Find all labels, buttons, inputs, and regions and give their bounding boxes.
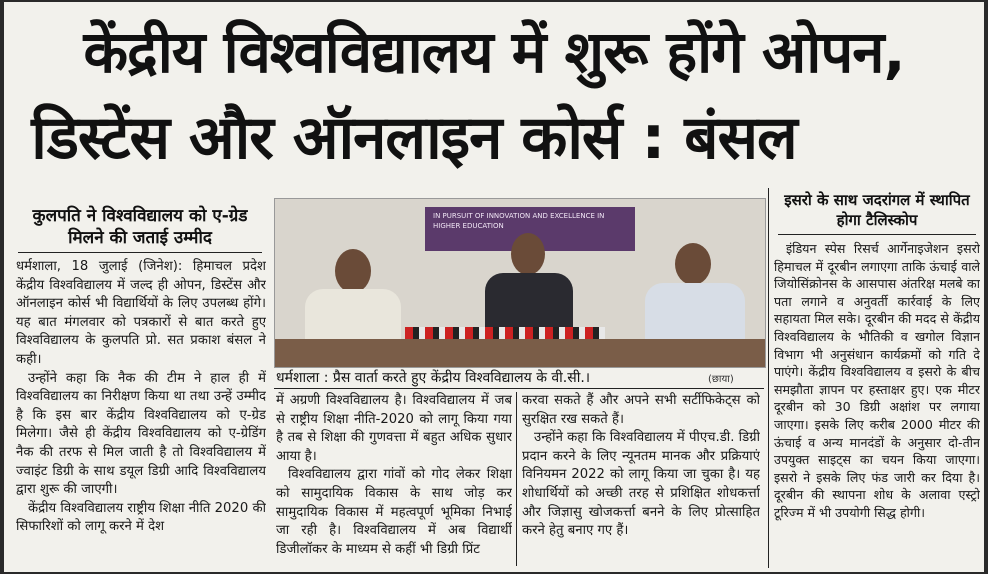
left-paragraph-1: धर्मशाला, 18 जुलाई (जिनेश): हिमाचल प्रदेश केंद्रीय विश्वविद्यालय में जल्द ही ओपन, डिस्टेंस और ऑनलाइन कोर्स भी विद्यार्थियों के लिए उपलब्ध होंगे। यह बात मंगलवार को पत्रकारों से बात करते हुए विश्वविद्यालय के कुलपति प्रो. सत प्रकाश बंसल ने कही। [16,259,266,367]
middle-column-1 [276,392,512,568]
column-divider [516,392,517,566]
right-article-body [774,240,980,570]
column-divider [768,188,769,568]
backdrop-banner: IN PURSUIT OF INNOVATION AND EXCELLENCE IN HIGHER EDUCATION [425,207,635,251]
press-conference-photo [274,198,766,368]
left-subhead: कुलपति ने विश्वविद्यालय को ए-ग्रेड मिलने की जताई उम्मीद [32,206,248,248]
middle-paragraph-1: में अग्रणी विश्वविद्यालय है। विश्वविद्यालय में जब से राष्ट्रीय शिक्षा नीति-2020 को लागू किया गया है तब से शिक्षा की गुणवत्ता में बहुत अधिक सुधार आया है। [276,393,512,464]
divider [18,252,262,253]
middle-paragraph-4: उन्होंने कहा कि विश्वविद्यालय में पीएच.डी. डिग्री प्रदान करने के लिए न्यूनतम मानक और प्रक्रियाएं विनियमन 2022 को लागू किया जा चुका है। यह शोधार्थियों को अच्छी तरह से प्रशिक्षित शोधकर्त्ता और जिज्ञासु खोजकर्त्ता बनने के लिए प्रोत्साहित करने हेतु बनाए गए हैं। [522,430,760,539]
right-subhead: इसरो के साथ जदरांगल में स्थापित होगा टैलिस्कोप [784,191,970,229]
divider [778,234,976,235]
newspaper-clipping [4,2,984,572]
middle-paragraph-3: करवा सकते हैं और अपने सभी सर्टीफिकेट्स को सुरक्षित रख सकते हैं। [522,393,760,427]
middle-column-2 [522,392,760,568]
right-paragraph-1: इंडियन स्पेस रिसर्च आर्गेनाइजेशन इसरो हिमाचल में दूरबीन लगाएगा ताकि ऊंचाई वाले जियोसिंक्रोनस के आसपास अंतरिक्ष मलबे का पता लगाने व अनुवर्ती कार्रवाई के लिए सहायता मिल सके। दूरबीन की मदद से केंद्रीय विश्वविद्यालय के भौतिकी व खगोल विज्ञान विभाग भी अनुसंधान कार्यक्रमों को गति दे पाएंगे। केंद्रीय विश्वविद्यालय व इसरो के बीच समझौता ज्ञापन पर हस्ताक्षर हुए। एक मीटर दूरबीन को 30 डिग्री अक्षांश पर लगाया जाएगा। इसके लिए करीब 2000 मीटर की ऊंचाई व अन्य मानदंडों के अनुसार दो-तीन उपयुक्त साइट्स का चयन किया जाएगा। इसरो ने इसके लिए फंड जारी कर दिया है। दूरबीन की स्थापना शोध के अलावा एस्ट्रो टूरिज्म में भी उपयोगी सिद्ध होगी। [774,241,980,520]
headline-line-2: डिस्टेंस और ऑनलाइन कोर्स : बंसल [31,103,797,173]
divider [274,388,764,389]
photo-credit: (छाया) [708,374,734,385]
middle-paragraph-2: विश्वविद्यालय द्वारा गांवों को गोद लेकर शिक्षा को सामुदायिक विकास के साथ जोड़ कर सामुदायिक विकास में महत्वपूर्ण भूमिका निभाई जा रही है। विश्वविद्यालय में अब विद्यार्थी डिजीलॉकर के माध्यम से कहीं भी डिग्री प्रिंट [276,467,512,557]
headline-line-1: केंद्रीय विश्वविद्यालय में शुरू होंगे ओपन, [83,18,905,86]
table [275,339,765,367]
left-paragraph-2: उन्होंने कहा कि नैक की टीम ने हाल ही में विश्वविद्यालय का निरीक्षण किया था तथा उन्हें उम्मीद है कि इस बार केंद्रीय विश्वविद्यालय को ए-ग्रेड मिलेगा। जैसे ही केंद्रीय विश्वविद्यालय को ए-ग्रेडिंग नैक की तरफ से मिल जाती है तो विश्वविद्यालय में ज्वाइंट डिग्री के साथ डयूल डिग्री आदि विश्वविद्यालय द्वारा शुरू की जाएगी। [16,370,266,498]
photo-caption: धर्मशाला : प्रैस वार्ता करते हुए केंद्रीय विश्वविद्यालय के वी.सी.। [276,370,591,386]
left-paragraph-3: केंद्रीय विश्वविद्यालय राष्ट्रीय शिक्षा नीति 2020 की सिफारिशों को लागू करने में देश [16,500,266,535]
left-article-body [16,258,266,572]
